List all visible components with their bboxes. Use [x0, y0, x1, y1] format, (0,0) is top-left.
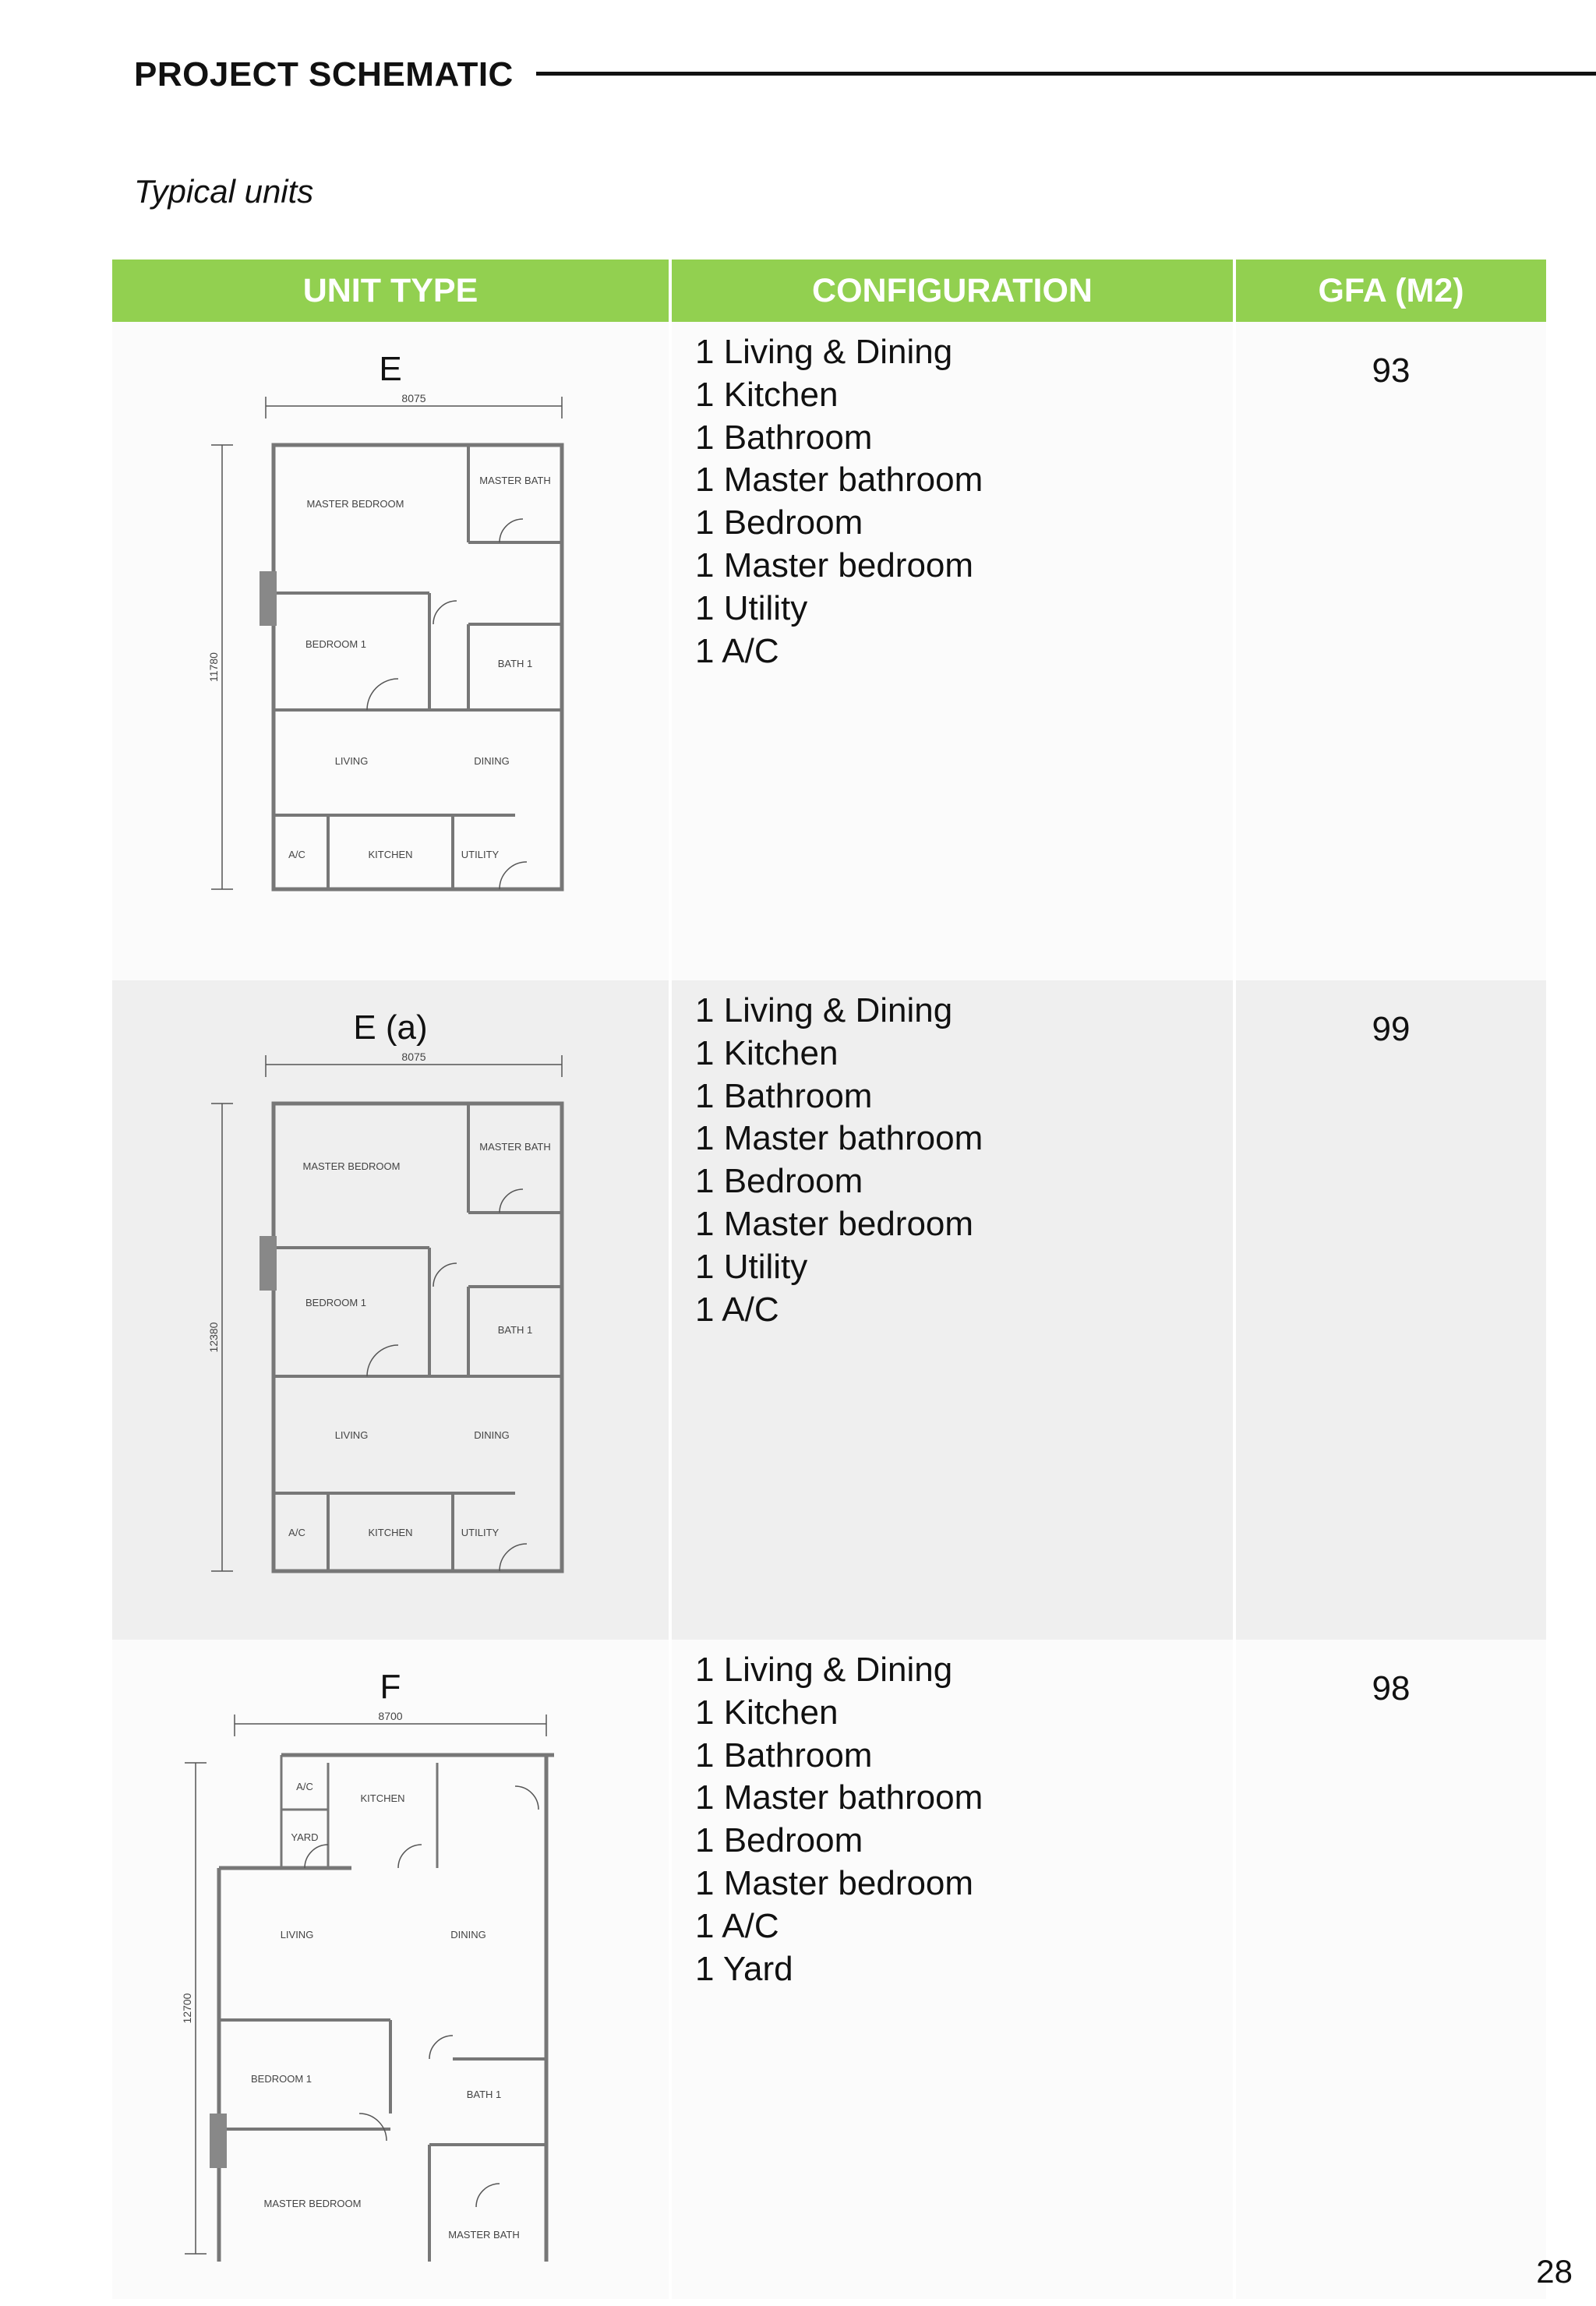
- config-item: 1 Utility: [695, 588, 808, 627]
- unit-type-label: E: [379, 350, 402, 388]
- unit-type-label: F: [380, 1668, 401, 1706]
- config-item: 1 Bedroom: [695, 503, 863, 542]
- room-label: LIVING: [334, 755, 369, 767]
- config-item: 1 Bathroom: [695, 418, 873, 457]
- room-label: DINING: [450, 1929, 486, 1941]
- room-label: A/C: [288, 849, 305, 860]
- config-item: 1 Living & Dining: [695, 333, 953, 371]
- room-label: MASTER BEDROOM: [302, 1160, 401, 1172]
- col-header-unit-type: UNIT TYPE: [112, 260, 670, 322]
- configuration-cell: [670, 322, 1234, 980]
- page-number: 28: [1536, 2253, 1573, 2290]
- config-item: 1 A/C: [695, 1290, 779, 1329]
- configuration-cell: [670, 980, 1234, 1640]
- plan-dim-width: 8075: [401, 1051, 426, 1063]
- plan-dim-width: 8075: [401, 392, 426, 404]
- configuration-list: [672, 1640, 1233, 1990]
- room-label: A/C: [288, 1527, 305, 1538]
- config-item: 1 Yard: [695, 1949, 793, 1988]
- config-item: 1 Master bathroom: [695, 461, 983, 500]
- config-item: 1 Master bedroom: [695, 1863, 974, 1902]
- room-label: KITCHEN: [360, 1792, 405, 1804]
- room-label: MASTER BATH: [448, 2229, 520, 2241]
- configuration-list: [672, 980, 1233, 1331]
- gfa-cell: [1234, 1640, 1546, 2299]
- plan-dim-width: 8700: [378, 1710, 403, 1722]
- config-item: 1 A/C: [695, 631, 779, 670]
- page-header: [134, 51, 514, 98]
- unit-type-cell: [112, 322, 670, 980]
- config-item: 1 Master bathroom: [695, 1119, 983, 1158]
- config-item: 1 Master bathroom: [695, 1778, 983, 1817]
- floor-plan-f: [172, 1708, 609, 2262]
- table-row: [112, 1640, 1546, 2299]
- room-label: BEDROOM 1: [250, 2073, 312, 2085]
- config-item: 1 Bathroom: [695, 1076, 873, 1115]
- floor-plan-e: [172, 390, 609, 905]
- config-item: 1 Bedroom: [695, 1821, 863, 1860]
- room-label: MASTER BEDROOM: [306, 498, 404, 510]
- config-item: 1 Kitchen: [695, 1693, 839, 1732]
- table-row: [112, 980, 1546, 1640]
- room-label: BEDROOM 1: [305, 638, 367, 650]
- floor-plan-e-a: [172, 1049, 609, 1587]
- header-rule: [536, 72, 1596, 76]
- config-item: 1 Utility: [695, 1247, 808, 1286]
- gfa-value: 93: [1372, 351, 1411, 390]
- config-item: 1 A/C: [695, 1906, 779, 1945]
- room-label: BATH 1: [466, 2089, 502, 2100]
- room-label: LIVING: [334, 1429, 369, 1441]
- config-item: 1 Master bedroom: [695, 1204, 974, 1243]
- gfa-cell: [1234, 322, 1546, 980]
- config-item: 1 Living & Dining: [695, 991, 953, 1029]
- config-item: 1 Kitchen: [695, 375, 839, 414]
- gfa-value: 99: [1372, 1010, 1411, 1048]
- config-item: 1 Living & Dining: [695, 1651, 953, 1689]
- unit-table: [112, 260, 1546, 2299]
- room-label: MASTER BATH: [479, 475, 551, 486]
- table-row: [112, 322, 1546, 980]
- config-item: 1 Kitchen: [695, 1033, 839, 1072]
- gfa-cell: [1234, 980, 1546, 1640]
- config-item: 1 Bathroom: [695, 1736, 873, 1775]
- unit-type-label: E (a): [353, 1008, 428, 1047]
- room-label: MASTER BEDROOM: [263, 2198, 362, 2209]
- room-label: UTILITY: [461, 1527, 500, 1538]
- plan-dim-height: 11780: [207, 652, 220, 682]
- section-title: PROJECT SCHEMATIC: [134, 55, 514, 94]
- page-subtitle: Typical units: [134, 173, 314, 210]
- room-label: KITCHEN: [368, 849, 413, 860]
- room-label: A/C: [296, 1781, 313, 1792]
- table-header-row: [112, 260, 1546, 322]
- room-label: BATH 1: [497, 658, 533, 669]
- room-label: KITCHEN: [368, 1527, 413, 1538]
- config-item: 1 Master bedroom: [695, 546, 974, 584]
- col-header-gfa: GFA (M2): [1234, 260, 1546, 322]
- room-label: DINING: [474, 755, 510, 767]
- gfa-value: 98: [1372, 1669, 1411, 1707]
- room-label: BEDROOM 1: [305, 1297, 367, 1308]
- plan-dim-height: 12700: [181, 1993, 193, 2024]
- room-label: MASTER BATH: [479, 1141, 551, 1153]
- configuration-cell: [670, 1640, 1234, 2299]
- unit-type-cell: [112, 1640, 670, 2299]
- plan-dim-height: 12380: [207, 1322, 220, 1353]
- room-label: DINING: [474, 1429, 510, 1441]
- configuration-list: [672, 322, 1233, 673]
- config-item: 1 Bedroom: [695, 1162, 863, 1201]
- room-label: UTILITY: [461, 849, 500, 860]
- room-label: LIVING: [280, 1929, 314, 1941]
- unit-type-cell: [112, 980, 670, 1640]
- room-label: YARD: [291, 1831, 319, 1843]
- col-header-configuration: CONFIGURATION: [670, 260, 1234, 322]
- room-label: BATH 1: [497, 1324, 533, 1336]
